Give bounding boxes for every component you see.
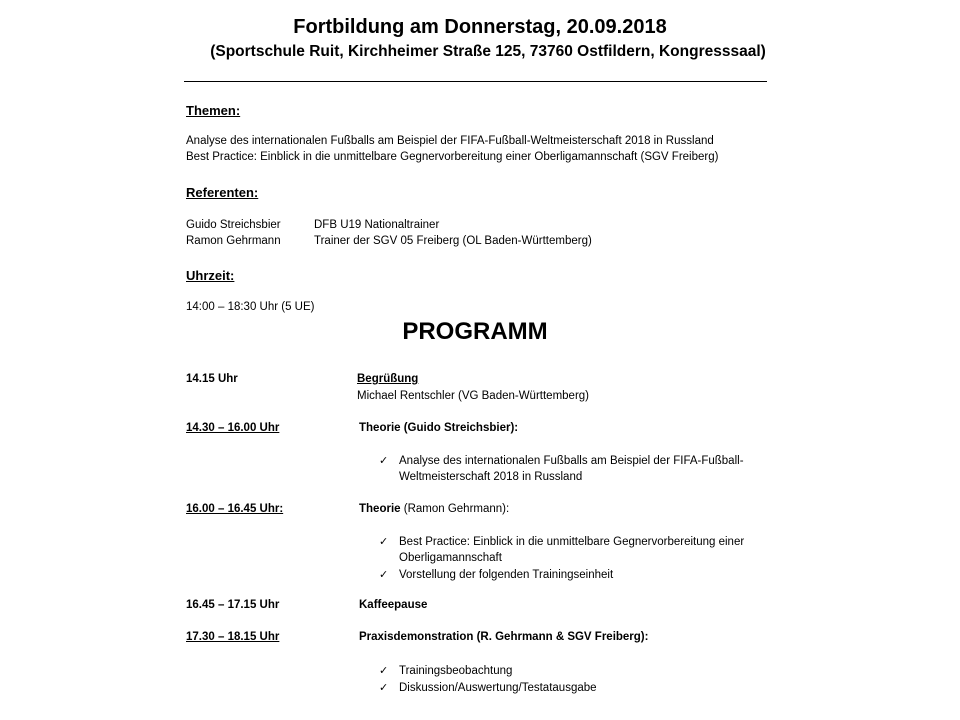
themen-heading: Themen: — [186, 103, 241, 118]
referenten-heading: Referenten: — [186, 185, 259, 200]
program-bullet — [399, 534, 744, 566]
checkmark-icon: ✓ — [379, 536, 389, 548]
program-title: Begrüßung — [357, 373, 419, 385]
bullet-line: Trainingsbeobachtung — [399, 665, 513, 677]
uhrzeit-heading: Uhrzeit: — [186, 268, 235, 283]
program-title: Kaffeepause — [359, 599, 428, 611]
program-bullet — [399, 680, 597, 696]
document-title: Fortbildung am Donnerstag, 20.09.2018 — [293, 16, 667, 38]
program-bullet — [399, 567, 613, 583]
program-title: Theorie (Guido Streichsbier): — [359, 422, 519, 434]
program-time: 14.30 – 16.00 Uhr — [186, 422, 280, 434]
program-time: 17.30 – 18.15 Uhr — [186, 631, 280, 643]
bullet-line: Analyse des internationalen Fußballs am Beispiel der FIFA-Fußball- — [399, 455, 744, 467]
checkmark-icon: ✓ — [379, 665, 389, 677]
program-bullet — [399, 663, 512, 679]
themen-line: Best Practice: Einblick in die unmittelbare Gegnervorbereitung einer Oberligamannschaft (SGV Freiberg) — [186, 151, 719, 163]
program-detail: Michael Rentschler (VG Baden-Württemberg) — [357, 390, 589, 402]
checkmark-icon: ✓ — [379, 682, 389, 694]
referent-name: Guido Streichsbier — [186, 219, 281, 231]
program-time: 16.45 – 17.15 Uhr — [186, 599, 280, 611]
checkmark-icon: ✓ — [379, 455, 389, 467]
program-time: 14.15 Uhr — [186, 373, 238, 385]
referent-role: DFB U19 Nationaltrainer — [314, 219, 440, 231]
referent-role: Trainer der SGV 05 Freiberg (OL Baden-Württemberg) — [314, 235, 592, 247]
themen-line: Analyse des internationalen Fußballs am Beispiel der FIFA-Fußball-Weltmeisterschaft 2018 in Russland — [186, 135, 714, 147]
uhrzeit-value: 14:00 – 18:30 Uhr (5 UE) — [186, 301, 315, 313]
program-time: 16.00 – 16.45 Uhr: — [186, 503, 284, 515]
program-title-bold: Theorie — [359, 503, 401, 515]
bullet-line: Vorstellung der folgenden Trainingseinheit — [399, 569, 614, 581]
program-bullet — [399, 453, 744, 485]
referent-name: Ramon Gehrmann — [186, 235, 281, 247]
bullet-line: Oberligamannschaft — [399, 552, 502, 564]
document-subtitle: (Sportschule Ruit, Kirchheimer Straße 125, 73760 Ostfildern, Kongresssaal) — [210, 43, 766, 60]
checkmark-icon: ✓ — [379, 569, 389, 581]
bullet-line: Best Practice: Einblick in die unmittelbare Gegnervorbereitung einer — [399, 536, 745, 548]
bullet-line: Diskussion/Auswertung/Testatausgabe — [399, 682, 597, 694]
program-title — [359, 503, 509, 515]
program-title-rest: (Ramon Gehrmann): — [400, 503, 510, 515]
bullet-line: Weltmeisterschaft 2018 in Russland — [399, 471, 583, 483]
program-title: Praxisdemonstration (R. Gehrmann & SGV Freiberg): — [359, 631, 649, 643]
header-divider — [184, 81, 767, 82]
program-heading: PROGRAMM — [402, 318, 548, 345]
